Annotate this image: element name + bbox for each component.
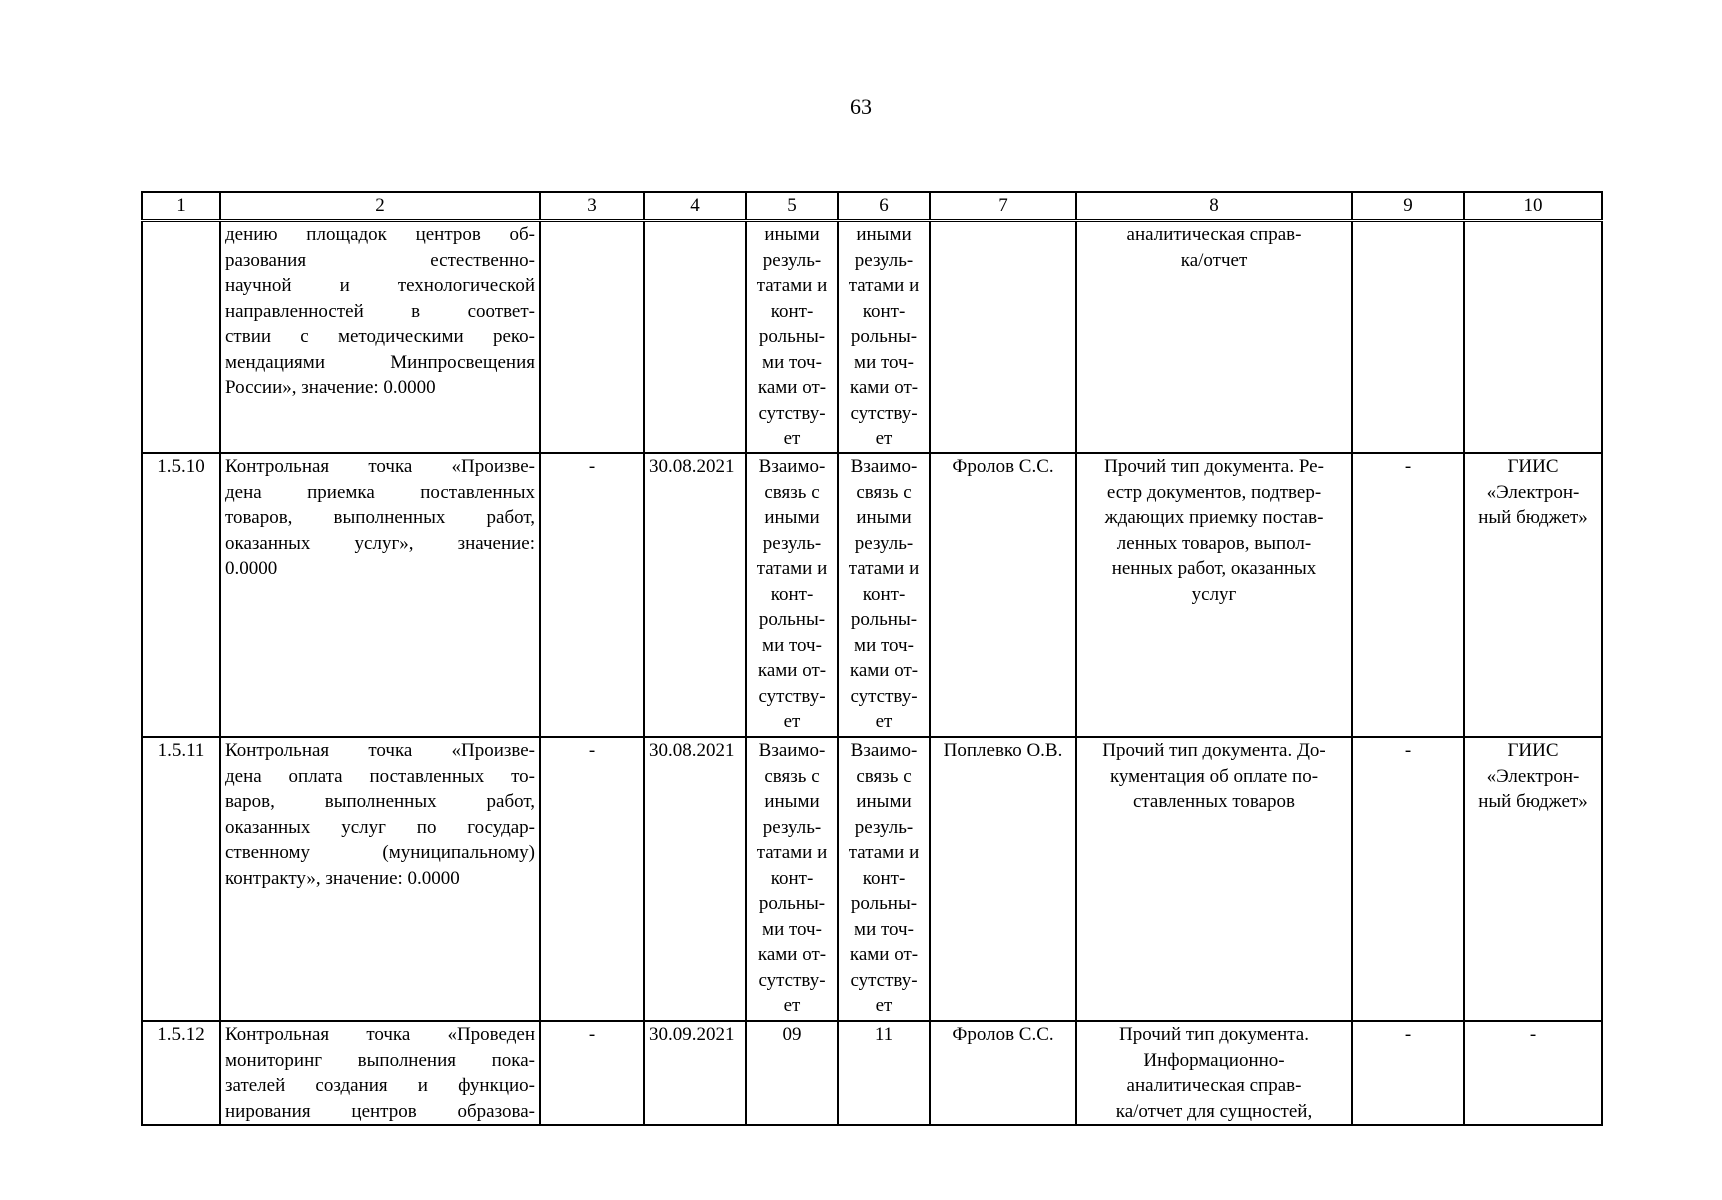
- text-line: ми точ-: [762, 918, 822, 940]
- text-line: Взаимо-: [850, 740, 918, 761]
- column-header: 6: [838, 192, 930, 221]
- text-line: ГИИС: [1507, 456, 1559, 477]
- text-line: конт-: [862, 300, 906, 322]
- row-description: [220, 453, 540, 737]
- text-line: контракту», значение: 0.0000: [225, 867, 460, 889]
- text-line: ствии с методическими реко-: [225, 326, 535, 347]
- text-line: дению площадок центров об-: [225, 224, 535, 245]
- table-row: [142, 453, 1602, 737]
- text-line: Прочий тип документа. До-: [1102, 740, 1326, 761]
- column-header: 1: [142, 192, 220, 221]
- page-number: 63: [850, 94, 872, 119]
- row-responsible: Фролов С.С.: [930, 1021, 1076, 1125]
- row-col5: [746, 221, 838, 454]
- column-header: 5: [746, 192, 838, 221]
- row-col9: -: [1352, 737, 1464, 1021]
- text-line: ленных товаров, выпол-: [1116, 532, 1312, 554]
- column-header: 4: [644, 192, 746, 221]
- text-line: естр документов, подтвер-: [1106, 481, 1322, 503]
- text-line: нирования центров образова-: [225, 1100, 535, 1122]
- text-line: конт-: [862, 867, 906, 889]
- row-col6: [838, 221, 930, 454]
- text-line: -: [1529, 1024, 1537, 1045]
- text-line: 0.0000: [225, 558, 278, 579]
- text-line: сутству-: [850, 685, 918, 707]
- text-line: ми точ-: [854, 918, 914, 940]
- text-line: ный бюджет»: [1478, 791, 1588, 812]
- row-description: [220, 221, 540, 454]
- text-line: России», значение: 0.0000: [225, 377, 436, 398]
- text-line: иными: [856, 507, 912, 528]
- table-row: [142, 1021, 1602, 1125]
- text-line: мониторинг выполнения пока-: [225, 1049, 535, 1071]
- text-line: научной и технологической: [225, 275, 535, 296]
- text-line: ми точ-: [762, 634, 822, 656]
- row-col5: [746, 737, 838, 1021]
- text-line: «Электрон-: [1486, 481, 1580, 503]
- text-line: Взаимо-: [758, 456, 826, 477]
- text-line: сутству-: [758, 402, 826, 424]
- row-date: 30.08.2021: [644, 737, 746, 1021]
- row-col5: [746, 453, 838, 737]
- row-col6: [838, 737, 930, 1021]
- text-line: аналитическая справ-: [1126, 224, 1302, 245]
- row-document-type: [1076, 1021, 1352, 1125]
- text-line: ками от-: [757, 660, 827, 681]
- row-document-type: [1076, 453, 1352, 737]
- text-line: иными: [764, 791, 820, 812]
- column-header: 9: [1352, 192, 1464, 221]
- row-system: [1464, 221, 1602, 454]
- text-line: ми точ-: [762, 351, 822, 373]
- row-col3: -: [540, 737, 644, 1021]
- row-id: 1.5.12: [142, 1021, 220, 1125]
- text-line: связь с: [856, 481, 912, 503]
- row-id: 1.5.10: [142, 453, 220, 737]
- text-line: связь с: [764, 765, 820, 787]
- row-id: 1.5.11: [142, 737, 220, 1021]
- text-line: ненных работ, оказанных: [1111, 558, 1317, 579]
- row-date: 30.09.2021: [644, 1021, 746, 1125]
- table-row: [142, 737, 1602, 1021]
- text-line: конт-: [770, 300, 814, 322]
- text-line: резуль-: [762, 816, 822, 838]
- text-line: 11: [874, 1024, 894, 1045]
- text-line: ка/отчет: [1180, 249, 1248, 271]
- text-line: варов, выполненных работ,: [225, 791, 535, 812]
- text-line: Контрольная точка «Проведен: [225, 1024, 535, 1045]
- text-line: иными: [856, 791, 912, 812]
- text-line: конт-: [770, 867, 814, 889]
- text-line: ственному (муниципальному): [225, 842, 535, 863]
- row-date: 30.08.2021: [644, 453, 746, 737]
- text-line: рольны-: [758, 609, 826, 630]
- text-line: рольны-: [758, 326, 826, 347]
- text-line: татами и: [848, 275, 920, 296]
- text-line: ждающих приемку постав-: [1104, 507, 1324, 528]
- text-line: татами и: [848, 558, 920, 579]
- row-col6: [838, 453, 930, 737]
- text-line: сутству-: [850, 402, 918, 424]
- text-line: связь с: [856, 765, 912, 787]
- text-line: ет: [875, 995, 893, 1016]
- text-line: мендациями Минпросвещения: [225, 351, 535, 373]
- row-col9: [1352, 221, 1464, 454]
- text-line: ми точ-: [854, 634, 914, 656]
- row-system: [1464, 1021, 1602, 1125]
- text-line: иными: [856, 224, 912, 245]
- text-line: конт-: [862, 583, 906, 605]
- text-line: ми точ-: [854, 351, 914, 373]
- text-line: дена приемка поставленных: [225, 481, 535, 503]
- text-line: направленностей в соответ-: [225, 300, 535, 322]
- text-line: ГИИС: [1507, 740, 1559, 761]
- text-line: Взаимо-: [850, 456, 918, 477]
- column-header: 3: [540, 192, 644, 221]
- text-line: оказанных услуг по государ-: [225, 816, 535, 838]
- row-responsible: Поплевко О.В.: [930, 737, 1076, 1021]
- text-line: товаров, выполненных работ,: [225, 507, 535, 528]
- text-line: связь с: [764, 481, 820, 503]
- text-line: ками от-: [757, 944, 827, 965]
- row-col3: -: [540, 453, 644, 737]
- text-line: дена оплата поставленных то-: [225, 765, 535, 787]
- text-line: ками от-: [757, 377, 827, 398]
- text-line: сутству-: [758, 969, 826, 991]
- text-line: кументация об оплате по-: [1109, 765, 1319, 787]
- row-responsible: [930, 221, 1076, 454]
- text-line: ка/отчет для сущностей,: [1115, 1100, 1313, 1122]
- row-col3: -: [540, 1021, 644, 1125]
- text-line: иными: [764, 224, 820, 245]
- text-line: иными: [764, 507, 820, 528]
- text-line: ками от-: [849, 377, 919, 398]
- text-line: татами и: [756, 558, 828, 579]
- text-line: резуль-: [854, 249, 914, 271]
- column-header: 8: [1076, 192, 1352, 221]
- text-line: ет: [875, 711, 893, 732]
- row-col9: -: [1352, 1021, 1464, 1125]
- text-line: зателей создания и функцио-: [225, 1075, 535, 1096]
- text-line: резуль-: [762, 249, 822, 271]
- text-line: оказанных услуг», значение:: [225, 532, 535, 554]
- text-line: разования естественно-: [225, 249, 535, 271]
- row-system: [1464, 453, 1602, 737]
- row-date: [644, 221, 746, 454]
- text-line: ет: [783, 711, 801, 732]
- text-line: рольны-: [850, 893, 918, 914]
- row-col5: [746, 1021, 838, 1125]
- text-line: резуль-: [762, 532, 822, 554]
- text-line: ет: [783, 428, 801, 449]
- text-line: резуль-: [854, 816, 914, 838]
- text-line: рольны-: [758, 893, 826, 914]
- text-line: Взаимо-: [758, 740, 826, 761]
- column-number-row: [142, 192, 1602, 221]
- text-line: ставленных товаров: [1132, 791, 1296, 812]
- table-row: [142, 221, 1602, 454]
- text-line: рольны-: [850, 609, 918, 630]
- text-line: ный бюджет»: [1478, 507, 1588, 528]
- text-line: ет: [875, 428, 893, 449]
- text-line: Прочий тип документа.: [1119, 1024, 1309, 1045]
- text-line: «Электрон-: [1486, 765, 1580, 787]
- plan-table: [141, 191, 1603, 1126]
- row-document-type: [1076, 221, 1352, 454]
- text-line: ет: [783, 995, 801, 1016]
- text-line: татами и: [756, 275, 828, 296]
- row-document-type: [1076, 737, 1352, 1021]
- text-line: Прочий тип документа. Ре-: [1104, 456, 1324, 477]
- row-col9: -: [1352, 453, 1464, 737]
- text-line: 09: [782, 1024, 802, 1045]
- column-header: 2: [220, 192, 540, 221]
- text-line: конт-: [770, 583, 814, 605]
- text-line: аналитическая справ-: [1126, 1075, 1302, 1096]
- row-system: [1464, 737, 1602, 1021]
- text-line: ками от-: [849, 944, 919, 965]
- row-col3: [540, 221, 644, 454]
- column-header: 10: [1464, 192, 1602, 221]
- row-description: [220, 737, 540, 1021]
- text-line: Контрольная точка «Произве-: [225, 740, 535, 761]
- text-line: услуг: [1191, 583, 1237, 605]
- column-header: 7: [930, 192, 1076, 221]
- row-responsible: Фролов С.С.: [930, 453, 1076, 737]
- text-line: Информационно-: [1143, 1049, 1285, 1071]
- text-line: резуль-: [854, 532, 914, 554]
- text-line: татами и: [848, 842, 920, 863]
- row-col6: [838, 1021, 930, 1125]
- text-line: сутству-: [758, 685, 826, 707]
- row-description: [220, 1021, 540, 1125]
- row-id: [142, 221, 220, 454]
- text-line: ками от-: [849, 660, 919, 681]
- text-line: рольны-: [850, 326, 918, 347]
- text-line: Контрольная точка «Произве-: [225, 456, 535, 477]
- text-line: татами и: [756, 842, 828, 863]
- text-line: сутству-: [850, 969, 918, 991]
